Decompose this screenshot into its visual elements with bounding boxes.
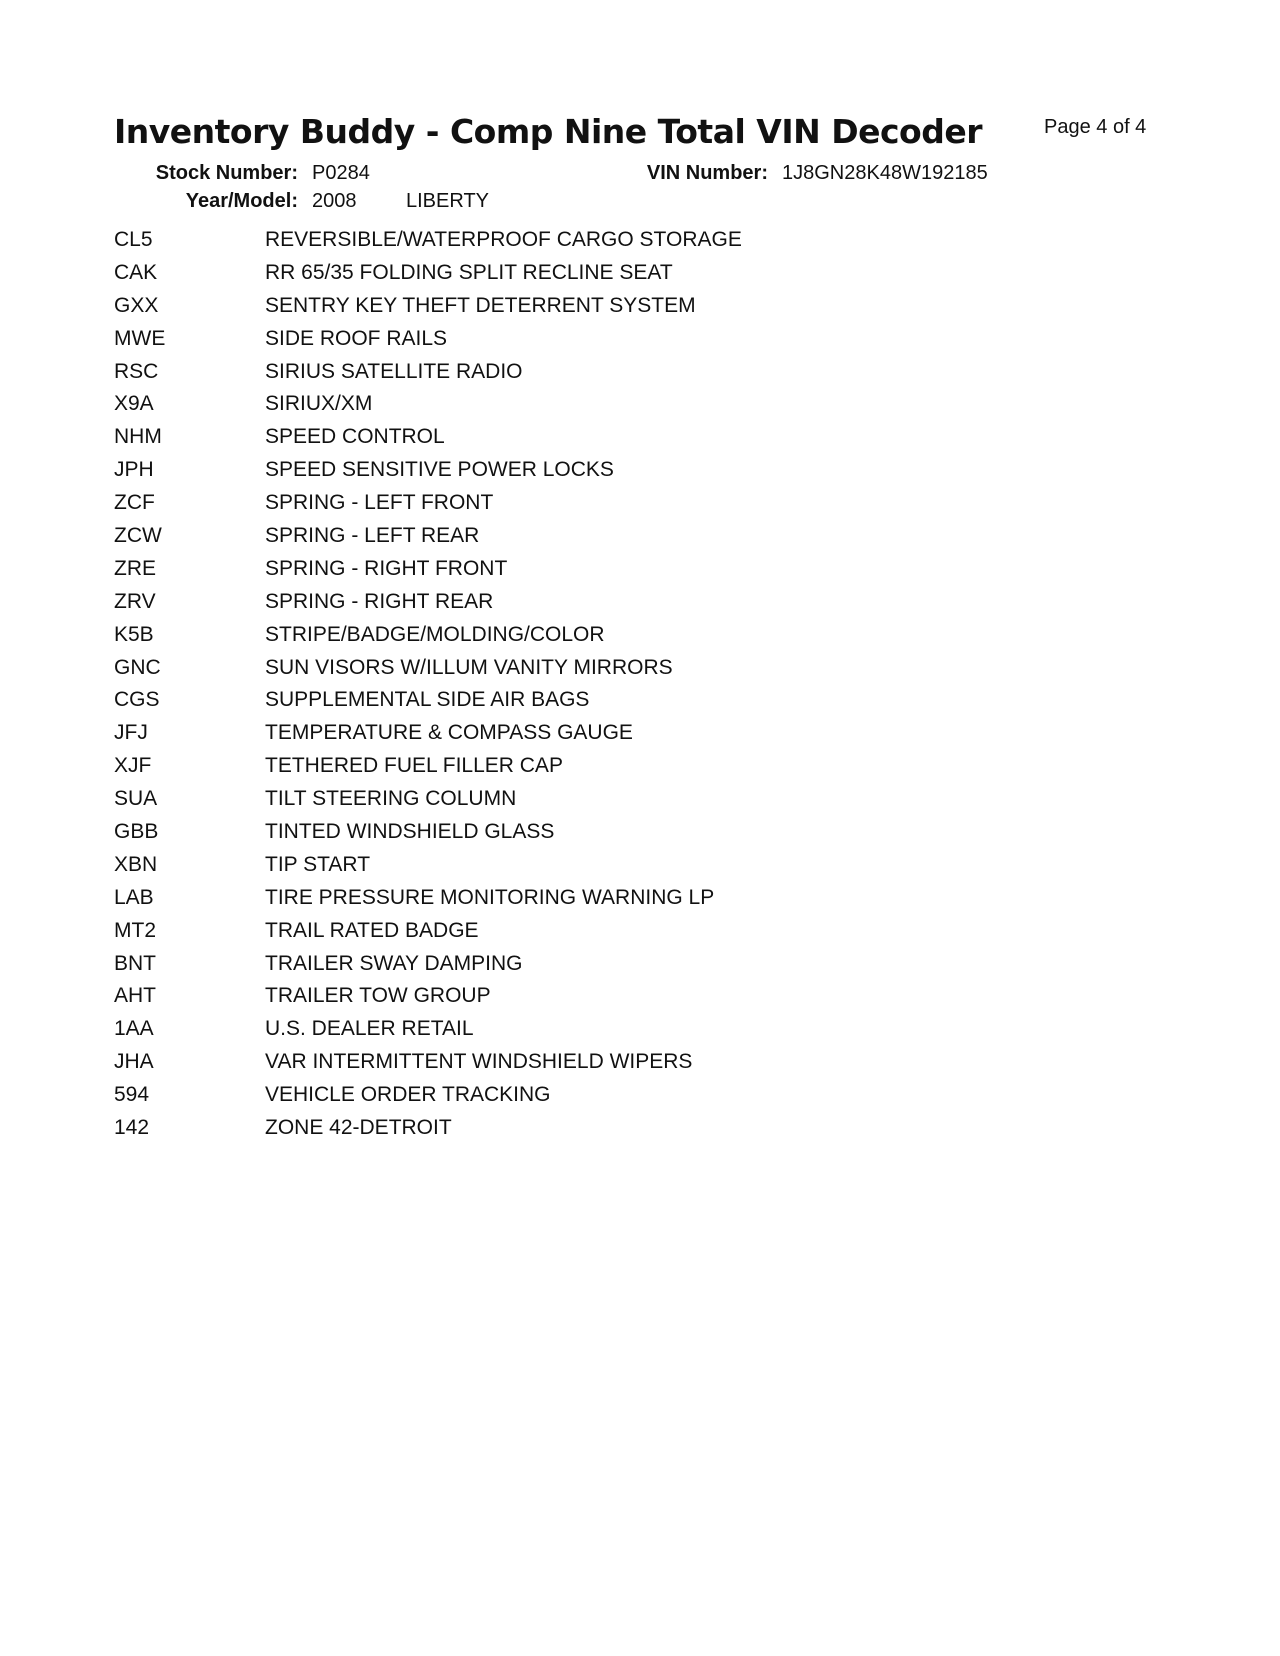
option-row — [114, 754, 1114, 787]
option-description: SIDE ROOF RAILS — [265, 326, 448, 350]
option-code: AHT — [114, 984, 156, 1008]
option-row — [114, 425, 1114, 458]
option-description: SIRIUS SATELLITE RADIO — [265, 359, 523, 383]
option-code: GNC — [114, 655, 161, 679]
option-description: TRAILER SWAY DAMPING — [265, 951, 523, 975]
option-code: LAB — [114, 885, 154, 909]
option-code: ZCF — [114, 491, 155, 515]
option-code: 142 — [114, 1116, 150, 1140]
option-code: K5B — [114, 622, 154, 646]
option-description: RR 65/35 FOLDING SPLIT RECLINE SEAT — [265, 260, 673, 284]
option-description: VEHICLE ORDER TRACKING — [265, 1083, 551, 1107]
option-row — [114, 392, 1114, 425]
option-row — [114, 294, 1114, 327]
option-description: TRAILER TOW GROUP — [265, 984, 491, 1008]
option-code: 1AA — [114, 1017, 154, 1041]
option-description: SUPPLEMENTAL SIDE AIR BAGS — [265, 688, 590, 712]
option-row — [114, 491, 1114, 524]
option-row — [114, 524, 1114, 557]
option-code: BNT — [114, 951, 156, 975]
option-row — [114, 327, 1114, 360]
option-description: TINTED WINDSHIELD GLASS — [265, 820, 555, 844]
option-row — [114, 656, 1114, 689]
option-row — [114, 952, 1114, 985]
option-row — [114, 623, 1114, 656]
option-code: ZRV — [114, 589, 156, 613]
option-code: XBN — [114, 852, 158, 876]
option-description: SIRIUX/XM — [265, 392, 373, 416]
option-row — [114, 1116, 1114, 1149]
option-code: XJF — [114, 754, 152, 778]
option-row — [114, 1083, 1114, 1116]
option-row — [114, 820, 1114, 853]
option-description: SPRING - LEFT FRONT — [265, 491, 494, 515]
option-code: NHM — [114, 425, 162, 449]
option-code: JHA — [114, 1050, 154, 1074]
option-description: SPRING - RIGHT FRONT — [265, 556, 508, 580]
option-code: JFJ — [114, 721, 148, 745]
option-row — [114, 360, 1114, 393]
option-code: 594 — [114, 1083, 150, 1107]
option-description: TIRE PRESSURE MONITORING WARNING LP — [265, 885, 715, 909]
option-row — [114, 590, 1114, 623]
option-code-list — [114, 228, 1114, 1149]
option-code: ZCW — [114, 524, 162, 548]
option-description: TEMPERATURE & COMPASS GAUGE — [265, 721, 633, 745]
option-row — [114, 721, 1114, 754]
option-description: SPRING - LEFT REAR — [265, 524, 480, 548]
option-row — [114, 984, 1114, 1017]
option-row — [114, 261, 1114, 294]
option-description: SUN VISORS W/ILLUM VANITY MIRRORS — [265, 655, 673, 679]
option-row — [114, 853, 1114, 886]
option-description: TRAIL RATED BADGE — [265, 918, 479, 942]
page-number: Page 4 of 4 — [1044, 116, 1147, 138]
vin-number-value: 1J8GN28K48W192185 — [782, 162, 988, 184]
option-row — [114, 557, 1114, 590]
document-title: Inventory Buddy - Comp Nine Total VIN Decoder — [114, 112, 982, 151]
option-code: JPH — [114, 458, 154, 482]
option-description: ZONE 42-DETROIT — [265, 1116, 452, 1140]
option-description: STRIPE/BADGE/MOLDING/COLOR — [265, 622, 605, 646]
option-description: VAR INTERMITTENT WINDSHIELD WIPERS — [265, 1050, 693, 1074]
option-row — [114, 919, 1114, 952]
year-model-label: Year/Model: — [185, 190, 298, 212]
option-code: MT2 — [114, 918, 156, 942]
option-row — [114, 886, 1114, 919]
stock-number-label: Stock Number: — [155, 162, 298, 184]
option-description: TIP START — [265, 852, 371, 876]
option-description: U.S. DEALER RETAIL — [265, 1017, 474, 1041]
option-code: MWE — [114, 326, 166, 350]
option-code: CGS — [114, 688, 160, 712]
option-code: CAK — [114, 260, 158, 284]
option-code: GBB — [114, 820, 159, 844]
option-code: SUA — [114, 787, 158, 811]
option-code: X9A — [114, 392, 154, 416]
option-row — [114, 1017, 1114, 1050]
vin-number-label: VIN Number: — [646, 162, 768, 184]
option-description: TILT STEERING COLUMN — [265, 787, 517, 811]
option-code: RSC — [114, 359, 159, 383]
option-description: SPEED CONTROL — [265, 425, 445, 449]
model-value: LIBERTY — [406, 190, 489, 212]
option-description: TETHERED FUEL FILLER CAP — [265, 754, 563, 778]
year-value: 2008 — [312, 190, 357, 212]
option-code: ZRE — [114, 556, 156, 580]
option-row — [114, 458, 1114, 491]
option-row — [114, 1050, 1114, 1083]
option-description: SPEED SENSITIVE POWER LOCKS — [265, 458, 614, 482]
stock-number-value: P0284 — [312, 162, 370, 184]
option-code: GXX — [114, 293, 159, 317]
option-row — [114, 787, 1114, 820]
option-row — [114, 228, 1114, 261]
option-code: CL5 — [114, 228, 153, 251]
option-description: SENTRY KEY THEFT DETERRENT SYSTEM — [265, 293, 696, 317]
option-description: REVERSIBLE/WATERPROOF CARGO STORAGE — [265, 228, 742, 251]
option-row — [114, 688, 1114, 721]
option-description: SPRING - RIGHT REAR — [265, 589, 494, 613]
